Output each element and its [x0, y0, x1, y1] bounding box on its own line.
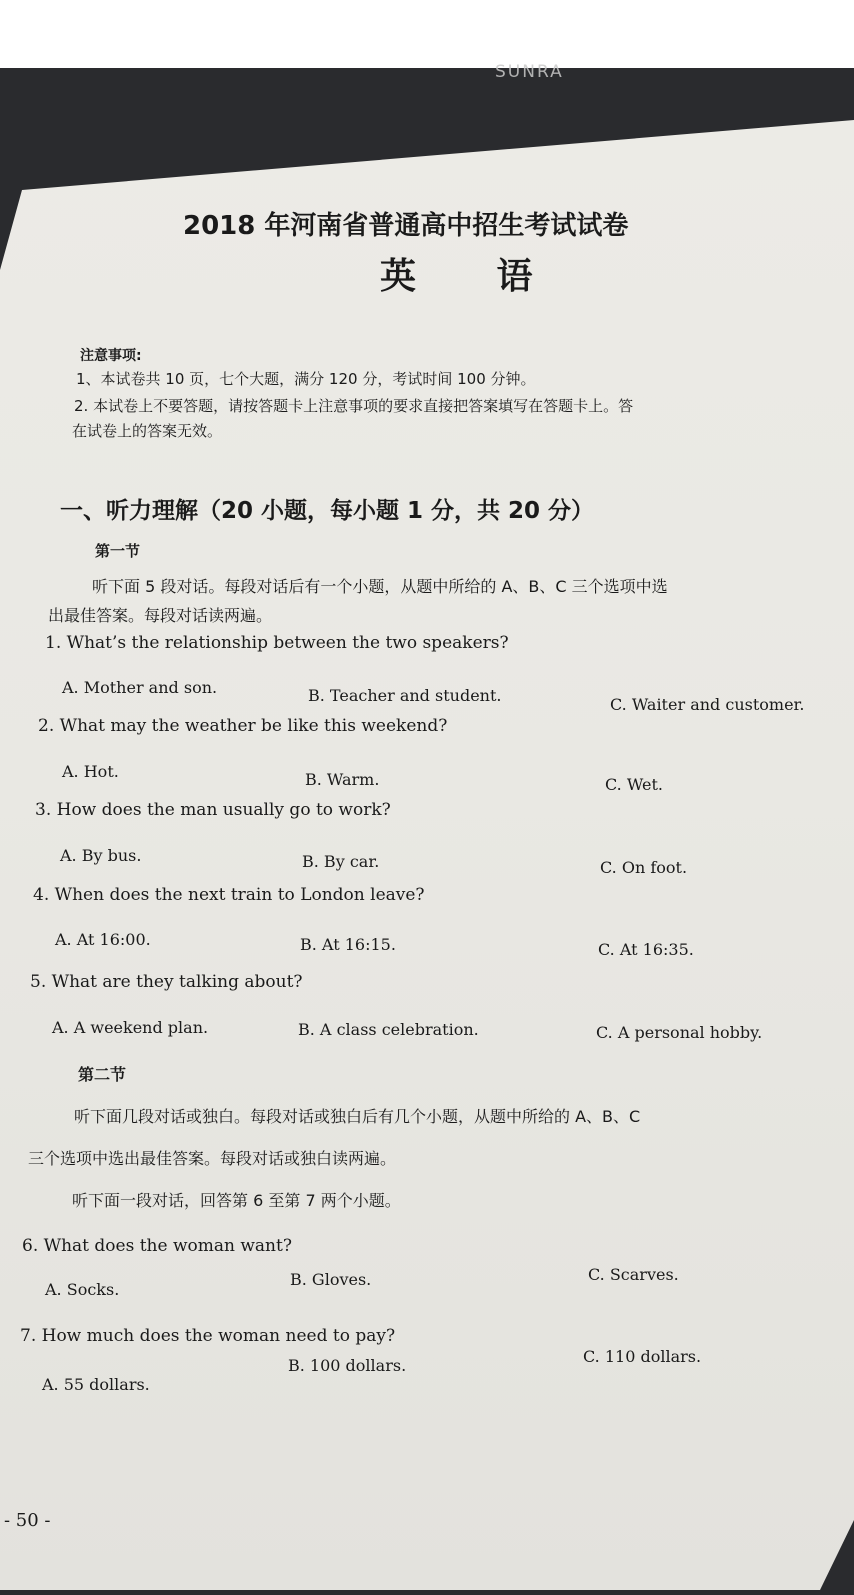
part1-instruction: 听下面 5 段对话。每段对话后有一个小题，从题中所给的 A、B、C 三个选项中选 — [92, 577, 668, 596]
option-5a: A. A weekend plan. — [52, 1018, 209, 1037]
option-6b: B. Gloves. — [290, 1270, 372, 1289]
option-6c: C. Scarves. — [588, 1265, 679, 1284]
option-3c: C. On foot. — [600, 858, 688, 877]
option-5c: C. A personal hobby. — [596, 1023, 763, 1042]
notice-item-2-cont: 在试卷上的答案无效。 — [72, 422, 223, 440]
question-6: 6. What does the woman want? — [22, 1236, 292, 1256]
question-5: 5. What are they talking about? — [30, 972, 303, 992]
option-2c: C. Wet. — [605, 775, 663, 794]
subject-title: 英 语 — [380, 256, 567, 297]
question-2: 2. What may the weather be like this weekend? — [38, 716, 448, 736]
exam-title: 2018 年河南省普通高中招生考试试卷 — [183, 211, 629, 241]
option-1c: C. Waiter and customer. — [610, 695, 805, 714]
notice-item-1: 1、本试卷共 10 页，七个大题，满分 120 分，考试时间 100 分钟。 — [76, 370, 536, 388]
question-7: 7. How much does the woman need to pay? — [20, 1326, 396, 1346]
part1-instruction-cont: 出最佳答案。每段对话读两遍。 — [48, 606, 273, 625]
option-7c: C. 110 dollars. — [583, 1347, 702, 1366]
option-3a: A. By bus. — [60, 846, 142, 865]
page-number: - 50 - — [4, 1510, 51, 1531]
option-5b: B. A class celebration. — [298, 1020, 479, 1039]
option-4b: B. At 16:15. — [300, 935, 396, 954]
option-7b: B. 100 dollars. — [288, 1356, 407, 1375]
option-4a: A. At 16:00. — [55, 930, 151, 949]
part2-instruction: 听下面几段对话或独白。每段对话或独白后有几个小题，从题中所给的 A、B、C — [74, 1107, 641, 1126]
notice-label: 注意事项: — [80, 348, 142, 364]
part2-instruction-cont: 三个选项中选出最佳答案。每段对话或独白读两遍。 — [28, 1149, 397, 1168]
question-1: 1. What’s the relationship between the two speakers? — [45, 633, 509, 653]
option-1b: B. Teacher and student. — [308, 686, 502, 705]
section-heading: 一、听力理解（20 小题，每小题 1 分，共 20 分） — [60, 498, 595, 524]
option-2a: A. Hot. — [62, 762, 119, 781]
background-logo: SUNRA — [495, 62, 564, 82]
option-4c: C. At 16:35. — [598, 940, 694, 959]
top-margin — [0, 0, 854, 68]
notice-item-2: 2. 本试卷上不要答题，请按答题卡上注意事项的要求直接把答案填写在答题卡上。答 — [74, 397, 634, 415]
part1-label: 第一节 — [95, 542, 141, 560]
option-1a: A. Mother and son. — [62, 678, 218, 697]
part2-sub-instruction: 听下面一段对话，回答第 6 至第 7 两个小题。 — [72, 1191, 401, 1210]
question-3: 3. How does the man usually go to work? — [35, 800, 391, 820]
option-6a: A. Socks. — [45, 1280, 120, 1299]
part2-label: 第二节 — [78, 1065, 127, 1084]
option-7a: A. 55 dollars. — [42, 1375, 150, 1394]
option-2b: B. Warm. — [305, 770, 380, 789]
option-3b: B. By car. — [302, 852, 380, 871]
question-4: 4. When does the next train to London leave? — [33, 885, 425, 905]
